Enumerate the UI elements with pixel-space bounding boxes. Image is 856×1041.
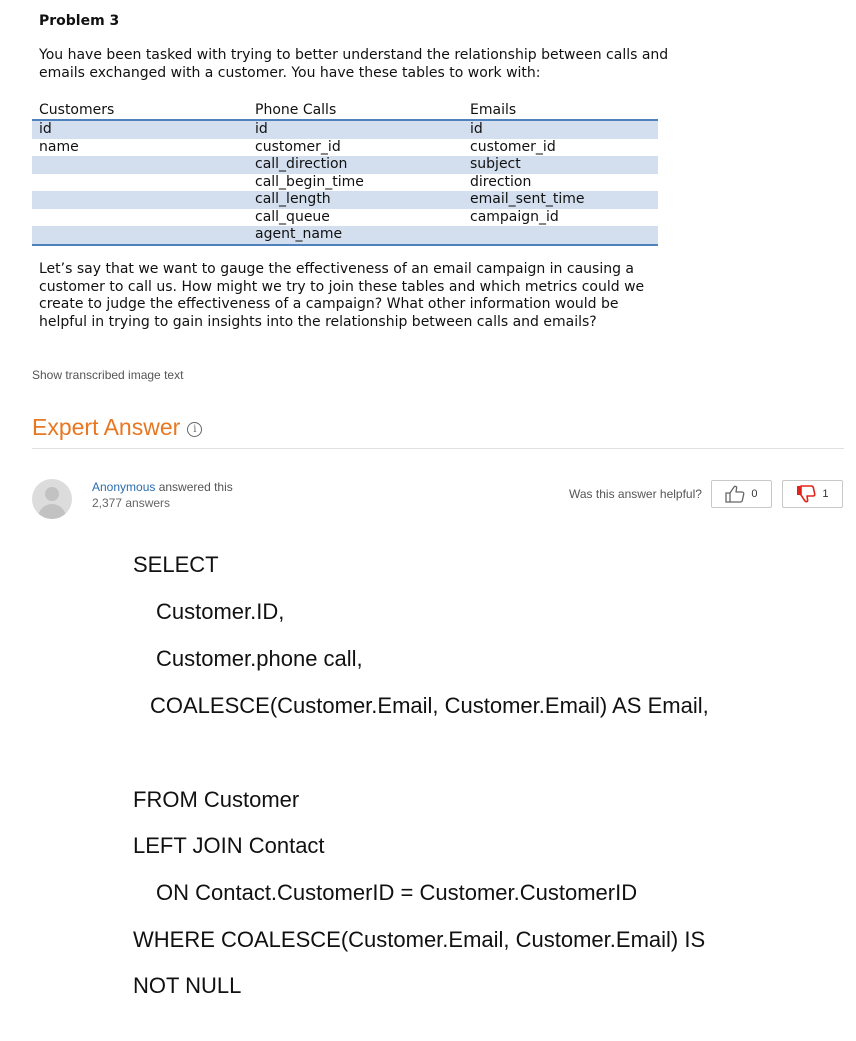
table-cell: [32, 174, 248, 192]
header-phone-calls: Phone Calls: [248, 100, 463, 120]
answered-label: answered this: [155, 480, 233, 494]
code-line: Customer.phone call,: [156, 646, 363, 671]
table-cell: customer_id: [470, 138, 556, 155]
code-line: FROM Customer: [133, 787, 300, 812]
table-cell: email_sent_time: [463, 191, 658, 209]
table-cell: [463, 226, 658, 245]
table-cell: agent_name: [248, 226, 463, 245]
thumbs-down-count: 1: [822, 488, 829, 500]
code-line: NOT NULL: [133, 973, 242, 998]
table-cell: subject: [463, 156, 658, 174]
table-cell: call_direction: [248, 156, 463, 174]
thumbs-up-count: 0: [751, 488, 758, 500]
thumbs-down-icon: [796, 485, 816, 503]
table-cell: call_queue: [255, 208, 330, 225]
table-row: [32, 120, 658, 139]
table-row: [32, 174, 658, 192]
helpful-question: Was this answer helpful?: [569, 487, 702, 501]
problem-question: Let’s say that we want to gauge the effectiveness of an email campaign in causing a customer to call us. How might we try to join these tables and which metrics could we create to judge the effectiveness of a campaign? What other information would be helpful in trying to gain insights into the relationship between calls and emails?: [39, 261, 645, 330]
answerer-name-link[interactable]: Anonymous: [92, 480, 156, 494]
table-row: [32, 191, 658, 209]
table-cell: [32, 209, 248, 227]
code-line: COALESCE(Customer.Email, Customer.Email) AS Email,: [150, 693, 709, 718]
code-line: ON Contact.CustomerID = Customer.CustomerID: [156, 880, 638, 905]
table-cell: id: [248, 120, 463, 139]
answerer-info: [92, 479, 233, 511]
table-row: [32, 226, 658, 245]
answer-count: 2,377 answers: [92, 496, 171, 510]
info-icon[interactable]: i: [187, 422, 202, 437]
thumbs-up-button[interactable]: [711, 480, 772, 508]
table-row: [32, 139, 658, 157]
table-cell: campaign_id: [470, 208, 559, 225]
table-cell: customer_id: [255, 138, 341, 155]
table-cell: direction: [470, 173, 532, 190]
table-cell: name: [39, 138, 79, 155]
schema-header-row: [32, 100, 658, 120]
helpful-rating: [569, 480, 843, 508]
expert-answer-heading: [32, 414, 202, 441]
table-row: [32, 209, 658, 227]
table-cell: call_begin_time: [255, 173, 364, 190]
table-row: [32, 156, 658, 174]
header-emails: Emails: [463, 100, 658, 120]
code-line: Customer.ID,: [156, 599, 285, 624]
thumbs-up-icon: [725, 485, 745, 503]
show-transcribed-link[interactable]: Show transcribed image text: [32, 368, 184, 382]
schema-table: [32, 100, 658, 246]
code-line: SELECT: [133, 552, 219, 577]
section-divider: [32, 448, 844, 449]
code-line: WHERE COALESCE(Customer.Email, Customer.Email) IS: [133, 927, 706, 952]
table-cell: [32, 191, 248, 209]
problem-title: Problem 3: [39, 13, 120, 29]
table-cell: [32, 156, 248, 174]
code-line: LEFT JOIN Contact: [133, 833, 325, 858]
table-cell: id: [463, 120, 658, 139]
table-cell: id: [32, 120, 248, 139]
header-customers: Customers: [32, 100, 248, 120]
avatar: [32, 479, 72, 519]
thumbs-down-button[interactable]: [782, 480, 843, 508]
problem-intro: You have been tasked with trying to better understand the relationship between calls and emails exchanged with a customer. You have these tables to work with:: [39, 47, 669, 81]
table-cell: call_length: [248, 191, 463, 209]
table-cell: [32, 226, 248, 245]
expert-answer-title: Expert Answer: [32, 414, 181, 440]
problem-statement: [39, 12, 669, 82]
